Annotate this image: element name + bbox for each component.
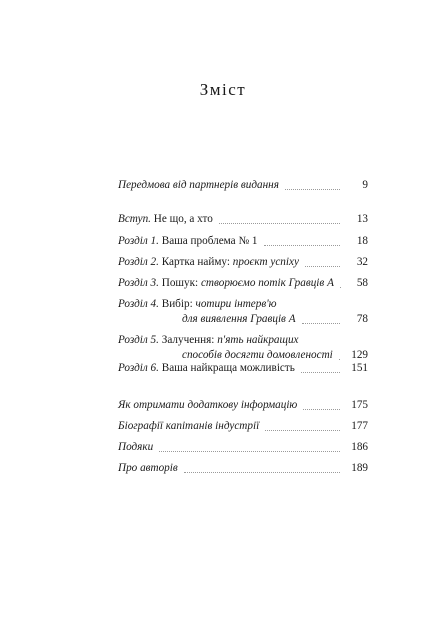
entry-prefix: Розділ 4. — [118, 298, 159, 310]
entry-title: Передмова від партнерів видання — [118, 179, 279, 191]
entry-page-number: 13 — [356, 213, 368, 225]
dot-leader — [303, 409, 340, 410]
dot-leader — [302, 323, 340, 324]
entry-subtitle-line-2: способів досягти домовленості — [182, 349, 333, 361]
entry-page-number: 151 — [351, 362, 368, 374]
toc-entry-chapter-1[interactable] — [118, 234, 368, 249]
toc-entry-chapter-5[interactable] — [118, 333, 368, 363]
entry-page-number: 32 — [356, 256, 368, 268]
entry-title: Подяки — [118, 441, 154, 453]
entry-page-number: 129 — [351, 349, 368, 361]
dot-leader — [305, 266, 340, 267]
entry-prefix: Розділ 5. — [118, 334, 159, 346]
entry-page-number: 177 — [351, 420, 368, 432]
entry-prefix: Вступ. — [118, 213, 151, 225]
entry-page-number: 9 — [362, 179, 368, 191]
entry-title: Ваша найкраща можливість — [161, 362, 295, 374]
entry-prefix: Розділ 6. — [118, 362, 159, 374]
toc-entry-intro[interactable] — [118, 212, 368, 227]
entry-title: Залучення: — [161, 334, 218, 346]
entry-title: Не що, а хто — [153, 213, 213, 225]
entry-title: Про авторів — [118, 462, 178, 474]
dot-leader — [219, 223, 340, 224]
entry-title: Як отримати додаткову інформацію — [118, 399, 298, 411]
entry-page-number: 58 — [356, 277, 368, 289]
entry-prefix: Розділ 1. — [118, 235, 159, 247]
entry-subtitle: чотири інтерв'ю — [195, 298, 277, 310]
entry-subtitle: створюємо потік Гравців А — [200, 277, 334, 289]
toc-entry-about-authors[interactable] — [118, 461, 368, 476]
dot-leader — [265, 430, 340, 431]
toc-entry-more-info[interactable] — [118, 398, 368, 413]
toc-entry-chapter-3[interactable] — [118, 276, 368, 291]
dot-leader — [159, 451, 340, 452]
dot-leader — [184, 472, 340, 473]
toc-entry-biographies[interactable] — [118, 419, 368, 434]
entry-subtitle: п'ять найкращих — [217, 334, 299, 346]
entry-title: Пошук: — [161, 277, 201, 289]
toc-entry-chapter-4[interactable] — [118, 297, 368, 327]
entry-prefix: Розділ 3. — [118, 277, 159, 289]
toc-entry-chapter-6[interactable] — [118, 361, 368, 376]
entry-page-number: 175 — [351, 399, 368, 411]
toc-entry-chapter-2[interactable] — [118, 255, 368, 270]
dot-leader — [264, 245, 340, 246]
dot-leader — [301, 372, 340, 373]
dot-leader — [339, 359, 340, 360]
entry-subtitle-line-2: для виявлення Гравців А — [182, 313, 296, 325]
entry-page-number: 18 — [356, 235, 368, 247]
dot-leader — [285, 189, 340, 190]
toc-entry-foreword[interactable] — [118, 178, 368, 193]
entry-page-number: 189 — [351, 462, 368, 474]
entry-page-number: 78 — [356, 313, 368, 325]
entry-title: Біографії капітанів індустрії — [118, 420, 260, 432]
entry-subtitle: проєкт успіху — [232, 256, 299, 268]
entry-title: Вибір: — [161, 298, 196, 310]
entry-title: Ваша проблема № 1 — [161, 235, 258, 247]
entry-title: Картка найму: — [161, 256, 233, 268]
entry-page-number: 186 — [351, 441, 368, 453]
page-title: Зміст — [199, 80, 247, 99]
toc-entry-acknowledgements[interactable] — [118, 440, 368, 455]
entry-prefix: Розділ 2. — [118, 256, 159, 268]
